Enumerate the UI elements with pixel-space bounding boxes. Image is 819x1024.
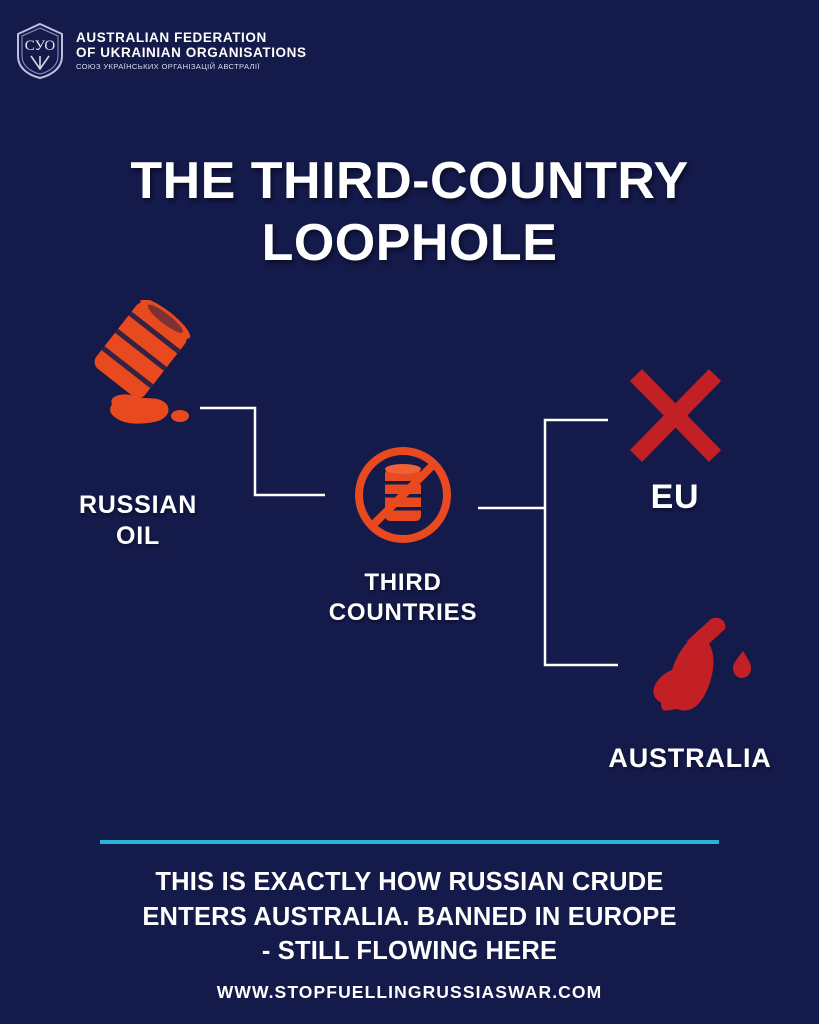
node-australia-label: AUSTRALIA (608, 743, 772, 773)
node-russian-oil (38, 300, 238, 553)
node-eu (580, 360, 770, 519)
footer-caption-line-1: THIS IS EXACTLY HOW RUSSIAN CRUDE (155, 868, 664, 896)
node-russian-oil-label-line2: OIL (115, 522, 161, 551)
brand-line-1: AUSTRALIAN FEDERATION (76, 30, 267, 46)
footer-caption-line-2: ENTERS AUSTRALIA. BANNED IN EUROPE (142, 902, 677, 931)
node-third-countries (303, 440, 503, 628)
red-cross-icon (580, 360, 770, 470)
page-title: THE THIRD-COUNTRY LOOPHOLE (130, 152, 689, 273)
footer-divider (100, 840, 719, 844)
node-third-countries-label-line2: COUNTRIES (328, 599, 478, 626)
brand-logo-block (14, 22, 307, 80)
node-third-countries-label (303, 568, 503, 628)
node-eu-label: EU (650, 478, 700, 516)
banned-oil-barrel-icon (303, 440, 503, 550)
fuel-nozzle-drop-icon (560, 610, 819, 720)
brand-wordmark (76, 30, 307, 72)
node-russian-oil-label (38, 490, 238, 553)
brand-line-3: СОЮЗ УКРАЇНСЬКИХ ОРГАНІЗАЦІЙ АВСТРАЛІЇ (76, 62, 260, 72)
node-australia (560, 610, 819, 776)
footer-caption (0, 865, 819, 969)
footer-website-url[interactable]: WWW.STOPFUELLINGRUSSIASWAR.COM (216, 982, 603, 1002)
footer-caption-line-3: - STILL FLOWING HERE (261, 937, 558, 966)
spilling-oil-barrel-icon (38, 300, 238, 440)
node-third-countries-label-line1: THIRD (364, 569, 442, 596)
svg-text:СУО: СУО (24, 38, 56, 54)
loophole-diagram (0, 290, 819, 810)
afuo-trident-shield-icon (14, 22, 66, 80)
node-russian-oil-label-line1: RUSSIAN (78, 491, 198, 519)
brand-line-2: OF UKRAINIAN ORGANISATIONS (76, 45, 307, 61)
